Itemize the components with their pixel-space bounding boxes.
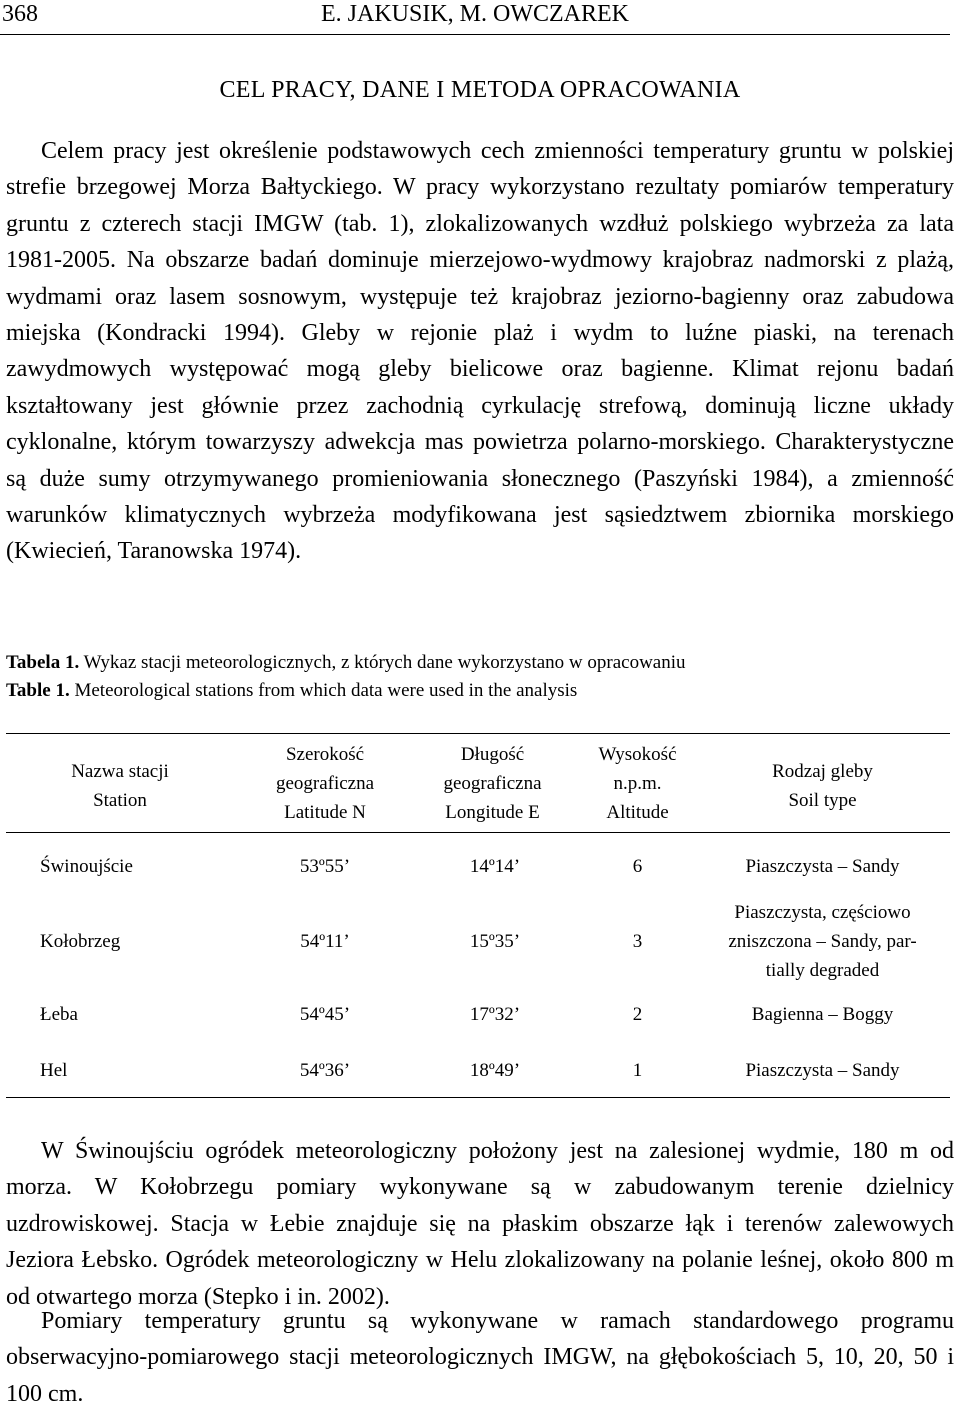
table-bottom-rule [6, 1097, 950, 1098]
header-altitude-line1: Wysokość [598, 744, 677, 765]
cell-station: Kołobrzeg [40, 931, 121, 952]
header-latitude-line2: geograficzna [275, 773, 375, 794]
cell-longitude: 18º49’ [469, 1060, 521, 1081]
header-station [30, 757, 210, 815]
section-title: CEL PRACY, DANE I METODA OPRACOWANIA [219, 77, 741, 103]
table-caption-en-text: Meteorological stations from which data were used in the analysis [69, 680, 578, 701]
header-soil-pl: Rodzaj gleby [772, 761, 873, 782]
table-header-rule [6, 832, 950, 833]
header-station-pl: Nazwa stacji [71, 761, 169, 782]
cell-soil [700, 898, 945, 985]
cell-soil-line: Piaszczysta – Sandy [745, 1060, 900, 1081]
running-head: E. JAKUSIK, M. OWCZAREK [321, 1, 629, 27]
header-latitude-line1: Szerokość [285, 744, 365, 765]
header-longitude [410, 740, 575, 827]
cell-longitude: 14º14’ [469, 856, 521, 877]
cell-station: Świnoujście [40, 856, 133, 877]
cell-soil [700, 852, 945, 881]
paragraph-intro: Celem pracy jest określenie podstawowych cech zmienności temperatury gruntu w polskiej strefie brzegowej Morza Bałtyckiego. W pracy wykorzystano rezultaty pomiarów temperatury gruntu z czterech stacji IMGW (tab. 1), zlokalizowanych wzdłuż polskiego wybrzeża za lata 1981-2005. Na obszarze badań dominuje mierzejowo-wydmowy krajobraz nadmorski z plażą, wydmami oraz lasem sosnowym, występuje też krajobraz jeziorno-bagienny oraz zabudowa miejska (Kondracki 1994). Gleby w rejonie plaż i wydm to luźne piaski, na terenach zawydmowych występować mogą gleby bielicowe oraz bagienne. Klimat rejonu badań kształtowany jest głównie przez zachodnią cyrkulację strefową, dominują liczne układy cyklonalne, którym towarzyszy adwekcja mas powietrza polarno-morskiego. Charakterystyczne są duże sumy otrzymywanego promieniowania słonecznego (Paszyński 1984), a zmienność warunków klimatycznych wybrzeża modyfikowana jest sąsiedztwem zbiornika morskiego (Kwiecień, Taranowska 1974). [6, 138, 954, 565]
cell-soil-line: zniszczona – Sandy, par- [728, 931, 917, 952]
cell-latitude: 53º55’ [299, 856, 351, 877]
cell-altitude: 2 [632, 1004, 643, 1025]
table-caption-en-label: Table 1. [6, 680, 70, 701]
header-altitude [575, 740, 700, 827]
header-altitude-en: Altitude [606, 802, 669, 823]
table-caption-pl [6, 648, 954, 678]
table-caption-en [6, 676, 954, 706]
cell-soil-line: Bagienna – Boggy [751, 1004, 894, 1025]
page-header [0, 0, 950, 35]
paragraph-measurements: Pomiary temperatury gruntu są wykonywane w ramach standardowego programu obserwacyjno-pomiarowego stacji meteorologicznych IMGW, na głębokościach 5, 10, 20, 50 i 100 cm. [6, 1308, 954, 1407]
header-station-en: Station [93, 790, 147, 811]
page-number: 368 [2, 1, 38, 27]
header-soil [700, 757, 945, 815]
cell-soil-line: Piaszczysta – Sandy [745, 856, 900, 877]
cell-longitude: 17º32’ [469, 1004, 521, 1025]
cell-latitude: 54º36’ [299, 1060, 351, 1081]
header-longitude-line2: geograficzna [443, 773, 542, 794]
cell-longitude: 15º35’ [469, 931, 521, 952]
cell-altitude: 1 [632, 1060, 643, 1081]
paragraph-stations: W Świnoujściu ogródek meteorologiczny położony jest na zalesionej wydmie, 180 m od morza. W Kołobrzegu pomiary wykonywane są w zabudowanym terenie dzielnicy uzdrowiskowej. Stacja w Łebie znajduje się na płaskim obszarze łąk i terenów zalewowych Jeziora Łebsko. Ogródek meteorologiczny w Helu zlokalizowany na polanie leśnej, około 800 m od otwartego morza (Stepko i in. 2002). [6, 1138, 954, 1310]
header-latitude [240, 740, 410, 827]
header-latitude-en: Latitude N [284, 802, 366, 823]
header-altitude-line2: n.p.m. [613, 773, 662, 794]
cell-station: Hel [40, 1060, 68, 1081]
table-top-rule [6, 733, 950, 734]
cell-soil-line: tially degraded [765, 960, 880, 981]
cell-soil [700, 1056, 945, 1085]
cell-station: Łeba [40, 1004, 78, 1025]
cell-latitude: 54º45’ [299, 1004, 351, 1025]
table-caption-pl-text: Wykaz stacji meteorologicznych, z których dane wykorzystano w opracowaniu [79, 652, 686, 673]
cell-soil-line: Piaszczysta, częściowo [734, 902, 911, 923]
cell-soil [700, 1000, 945, 1029]
cell-altitude: 3 [632, 931, 643, 952]
cell-altitude: 6 [632, 856, 643, 877]
header-soil-en: Soil type [788, 790, 857, 811]
header-longitude-en: Longitude E [445, 802, 540, 823]
header-longitude-line1: Długość [460, 744, 525, 765]
table-caption-pl-label: Tabela 1. [6, 652, 80, 673]
cell-latitude: 54º11’ [300, 931, 350, 952]
